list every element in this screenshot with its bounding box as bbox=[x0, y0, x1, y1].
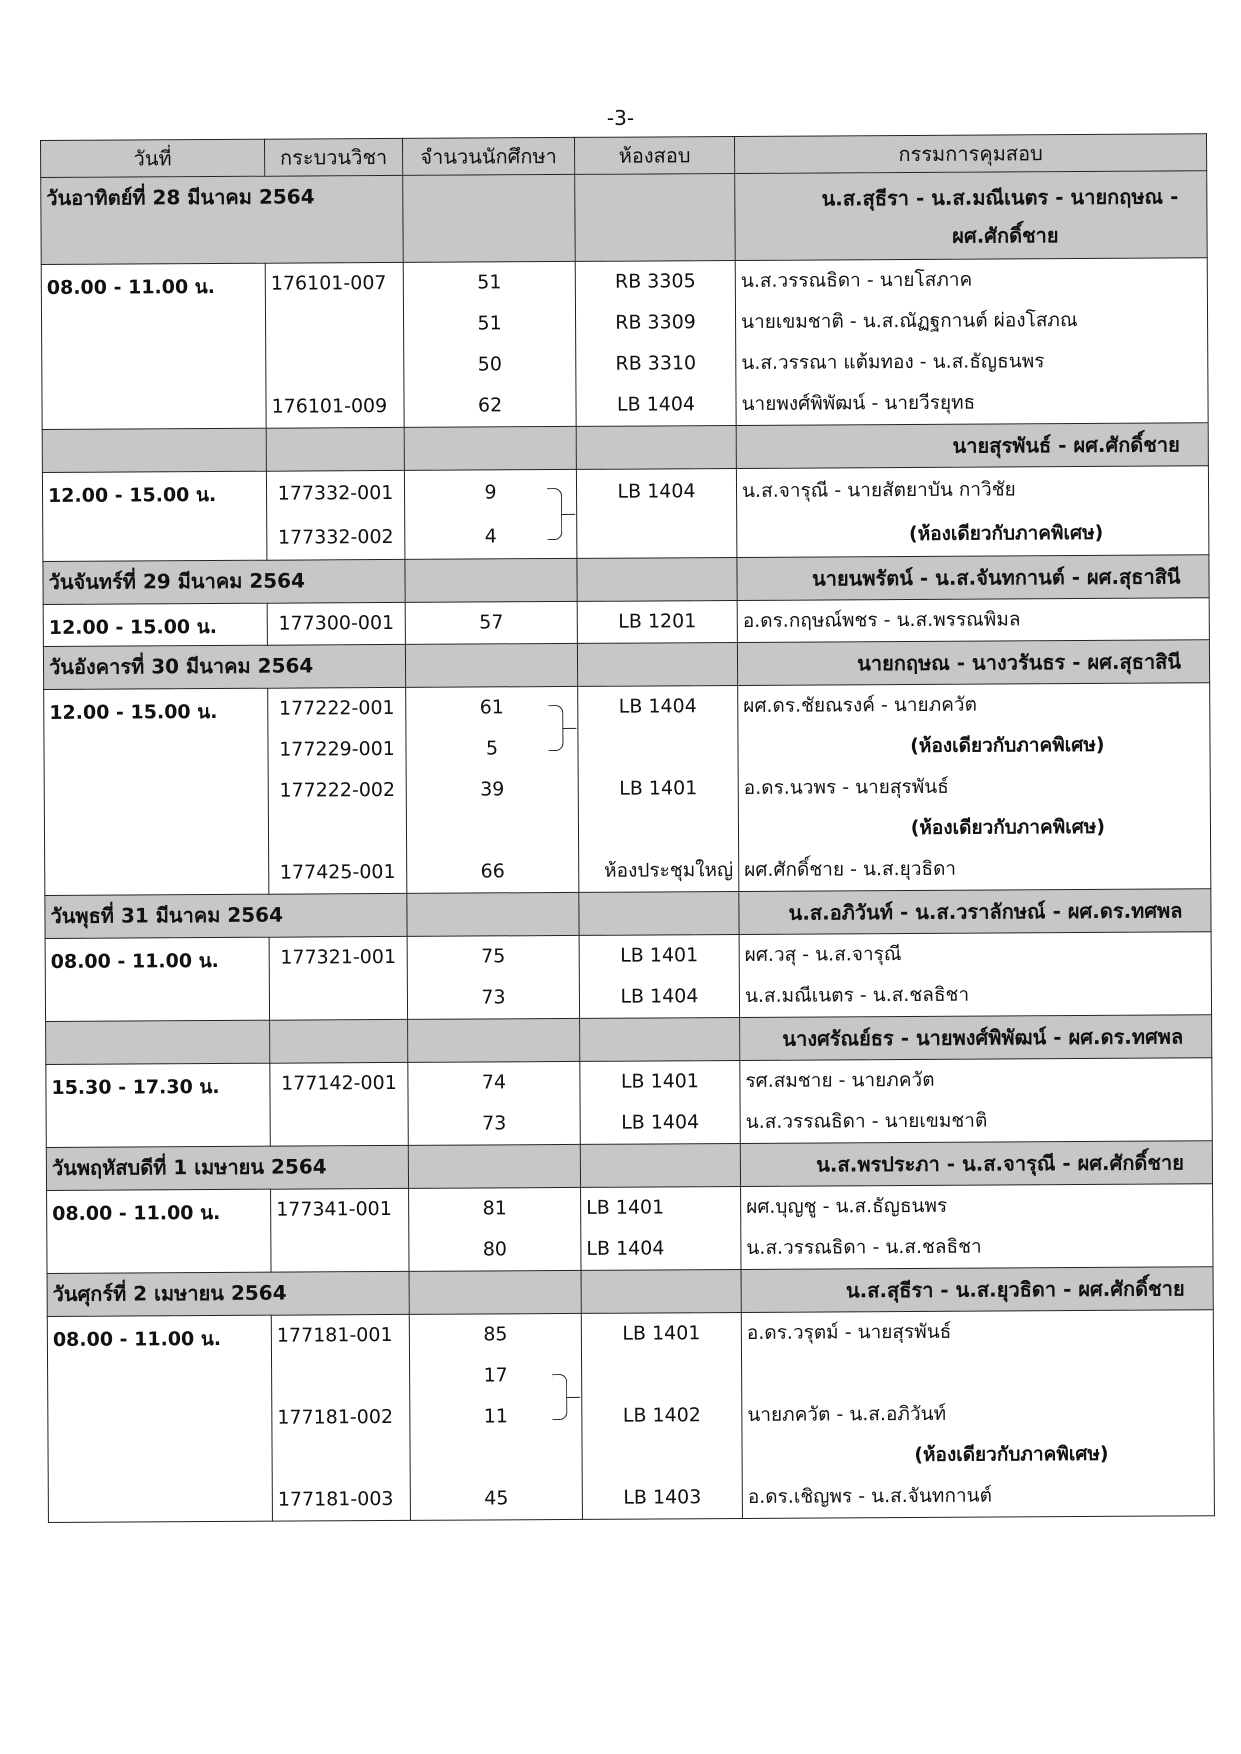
room-cell bbox=[576, 468, 737, 558]
time-slot: 08.00 - 11.00 น. bbox=[41, 263, 266, 429]
room-cell bbox=[581, 1186, 741, 1270]
committee-cell bbox=[738, 683, 1211, 892]
count-cell bbox=[406, 686, 579, 893]
student-count: 62 bbox=[477, 394, 503, 417]
committee-header: น.ส.สุธีรา - น.ส.ยุวธิดา - ผศ.ศักดิ์ชาย bbox=[741, 1267, 1213, 1313]
committee-header-row bbox=[42, 423, 1208, 473]
student-count: 11 bbox=[483, 1405, 509, 1428]
exam-schedule-sheet bbox=[40, 133, 1214, 1523]
committee-names: น.ส.มณีเนตร - น.ส.ชลธิชา bbox=[744, 983, 970, 1007]
student-count: 50 bbox=[477, 353, 502, 376]
exam-room: LB 1404 bbox=[621, 1111, 700, 1134]
cell-blank bbox=[577, 557, 737, 601]
committee-names: นายเขมชาติ - น.ส.ณัฏฐกานต์ ผ่องโสภณ bbox=[740, 309, 1078, 333]
exam-room: LB 1401 bbox=[620, 944, 699, 967]
cell-blank bbox=[405, 643, 577, 687]
student-count: 80 bbox=[482, 1238, 508, 1261]
time-slot: 12.00 - 15.00 น. bbox=[43, 603, 267, 646]
day-label: วันศุกร์ที่ 2 เมษายน 2564 bbox=[47, 1271, 409, 1316]
committee-names: ผศ.วสุ - น.ส.จารุณี bbox=[744, 943, 902, 966]
exam-room: LB 1201 bbox=[618, 610, 697, 633]
cell-blank bbox=[579, 891, 739, 935]
committee-cell bbox=[736, 466, 1209, 558]
course-code: 176101-007 bbox=[270, 272, 387, 295]
committee-names: น.ส.วรรณธิดา - นายเขมชาติ bbox=[745, 1109, 988, 1133]
exam-room: ห้องประชุมใหญ่ bbox=[604, 859, 734, 882]
cell-blank bbox=[577, 642, 737, 686]
session-row bbox=[42, 466, 1208, 562]
course-code bbox=[275, 978, 402, 1020]
course-code: 177332-001 bbox=[277, 481, 394, 505]
student-count: 17 bbox=[483, 1364, 508, 1387]
cell-blank bbox=[581, 1269, 741, 1313]
course-code bbox=[277, 1438, 404, 1480]
exam-schedule-table bbox=[40, 133, 1215, 1523]
committee-names: นายภควัต - น.ส.อภิวันท์ bbox=[747, 1402, 947, 1426]
day-header-row bbox=[46, 1141, 1212, 1191]
day-label: วันพฤหัสบดีที่ 1 เมษายน 2564 bbox=[46, 1145, 408, 1190]
exam-room: LB 1404 bbox=[620, 985, 699, 1008]
shared-room-note: (ห้องเดียวกับภาคพิเศษ) bbox=[908, 521, 1104, 546]
room-cell bbox=[577, 600, 737, 643]
committee-cell bbox=[741, 1184, 1213, 1270]
exam-room bbox=[584, 809, 733, 851]
course-cell bbox=[269, 936, 407, 1020]
exam-room: LB 1401 bbox=[619, 777, 698, 800]
student-count: 74 bbox=[481, 1071, 507, 1094]
course-code: 177181-001 bbox=[276, 1323, 393, 1347]
cell-blank bbox=[403, 174, 575, 262]
count-cell bbox=[409, 1187, 581, 1271]
student-count: 66 bbox=[480, 860, 505, 883]
course-code: 177181-002 bbox=[277, 1405, 394, 1429]
room-cell bbox=[575, 260, 736, 426]
cell-blank bbox=[46, 1020, 270, 1064]
cell-blank bbox=[266, 427, 404, 471]
course-code: 177181-003 bbox=[277, 1487, 394, 1511]
committee-header bbox=[735, 171, 1207, 261]
committee-names: อ.ดร.เชิญพร - น.ส.จันทกานต์ bbox=[747, 1484, 992, 1508]
committee-cell bbox=[739, 932, 1211, 1018]
time-slot: 15.30 - 17.30 น. bbox=[46, 1063, 270, 1147]
student-count: 4 bbox=[484, 525, 497, 548]
session-row bbox=[45, 932, 1211, 1022]
page-number: -3- bbox=[606, 106, 635, 130]
course-cell bbox=[271, 1314, 410, 1521]
course-code bbox=[271, 304, 398, 346]
exam-room bbox=[583, 727, 732, 769]
exam-room: LB 1401 bbox=[620, 1070, 699, 1093]
committee-names: รศ.สมชาย - นายภควัต bbox=[745, 1068, 935, 1092]
course-cell bbox=[271, 1188, 409, 1272]
count-cell bbox=[403, 261, 576, 427]
day-header-row bbox=[47, 1267, 1213, 1317]
exam-room: RB 3305 bbox=[614, 270, 696, 293]
session-row bbox=[43, 598, 1209, 647]
committee-header: นางศรัณย์ธร - นายพงศ์พิพัฒน์ - ผศ.ดร.ทศพล bbox=[740, 1015, 1212, 1061]
header-course: กระบวนวิชา bbox=[264, 138, 402, 176]
course-code bbox=[271, 345, 398, 387]
day-header-row bbox=[43, 555, 1209, 605]
course-code: 177142-001 bbox=[281, 1071, 397, 1095]
count-cell bbox=[405, 601, 577, 644]
shared-room-note: (ห้องเดียวกับภาคพิเศษ) bbox=[910, 815, 1106, 839]
exam-room: LB 1402 bbox=[622, 1404, 701, 1427]
course-code: 176101-009 bbox=[271, 395, 388, 418]
student-count: 51 bbox=[477, 312, 502, 335]
student-count: 9 bbox=[484, 481, 497, 504]
day-label: วันพุธที่ 31 มีนาคม 2564 bbox=[45, 893, 407, 938]
course-code bbox=[276, 1230, 403, 1272]
course-code: 177300-001 bbox=[278, 611, 395, 635]
cell-blank bbox=[580, 1143, 740, 1187]
committee-cell bbox=[741, 1310, 1214, 1519]
course-code: 177229-001 bbox=[279, 737, 395, 761]
time-slot: 08.00 - 11.00 น. bbox=[47, 1315, 272, 1522]
session-row bbox=[47, 1184, 1213, 1274]
room-cell bbox=[581, 1312, 742, 1519]
committee-names: น.ส.วรรณา แต้มทอง - น.ส.ธัญธนพร bbox=[741, 350, 1045, 374]
course-cell bbox=[267, 602, 405, 645]
session-row bbox=[46, 1058, 1212, 1148]
room-cell bbox=[580, 1060, 740, 1144]
count-cell bbox=[409, 1313, 582, 1520]
course-code: 177341-001 bbox=[276, 1197, 392, 1221]
cell-blank bbox=[408, 1144, 580, 1188]
student-count: 75 bbox=[481, 945, 506, 968]
exam-room: RB 3310 bbox=[615, 352, 697, 375]
exam-room: RB 3309 bbox=[615, 311, 696, 334]
committee-names: นายพงศ์พิพัฒน์ - นายวีรยุทธ bbox=[741, 391, 976, 415]
exam-room: LB 1404 bbox=[618, 695, 697, 718]
committee-names: ผศ.ศักดิ์ชาย - น.ส.ยุวธิดา bbox=[744, 857, 957, 881]
cell-blank bbox=[405, 558, 577, 602]
day-label: วันอังคารที่ 30 มีนาคม 2564 bbox=[43, 644, 405, 689]
student-count: 73 bbox=[482, 1112, 507, 1135]
committee-names: น.ส.จารุณี - นายสัตยาบัน กาวิชัย bbox=[741, 478, 1016, 502]
cell-blank bbox=[580, 1017, 740, 1061]
course-cell bbox=[266, 470, 405, 560]
course-code: 177321-001 bbox=[280, 945, 397, 969]
course-cell bbox=[270, 1062, 408, 1146]
count-cell bbox=[404, 469, 577, 559]
exam-room bbox=[587, 1354, 736, 1396]
shared-room-note: (ห้องเดียวกับภาคพิเศษ) bbox=[910, 733, 1105, 757]
exam-room: LB 1404 bbox=[586, 1237, 665, 1260]
exam-room: LB 1401 bbox=[586, 1196, 665, 1219]
grouping-bracket bbox=[547, 488, 562, 540]
committee-names: อ.ดร.นวพร - นายสุรพันธ์ bbox=[743, 775, 949, 799]
day-header-row bbox=[41, 171, 1207, 265]
header-exam-room: ห้องสอบ bbox=[574, 136, 734, 174]
time-slot: 12.00 - 15.00 น. bbox=[44, 688, 269, 895]
day-label: วันอาทิตย์ที่ 28 มีนาคม 2564 bbox=[41, 175, 403, 264]
course-code: 177425-001 bbox=[279, 860, 396, 884]
course-cell bbox=[265, 262, 404, 428]
student-count: 73 bbox=[481, 986, 506, 1009]
course-code bbox=[274, 811, 401, 853]
exam-room: LB 1404 bbox=[616, 393, 696, 416]
session-row bbox=[41, 258, 1208, 430]
student-count: 85 bbox=[483, 1323, 508, 1346]
time-slot: 08.00 - 11.00 น. bbox=[45, 937, 269, 1021]
header-date: วันที่ bbox=[41, 139, 265, 177]
course-code: 177222-001 bbox=[278, 696, 395, 720]
cell-blank bbox=[409, 1270, 581, 1314]
room-cell bbox=[578, 685, 739, 892]
committee-names bbox=[747, 1351, 1208, 1395]
time-slot: 12.00 - 15.00 น. bbox=[42, 471, 267, 561]
student-count bbox=[412, 810, 573, 852]
committee-header: นายกฤษณ - นางวรันธร - ผศ.สุธาสินี bbox=[737, 640, 1209, 686]
header-student-count: จำนวนนักศึกษา bbox=[402, 137, 574, 175]
committee-names: น.ส.วรรณธิดา - น.ส.ชลธิชา bbox=[746, 1235, 982, 1259]
cell-blank bbox=[270, 1019, 408, 1063]
student-count: 51 bbox=[477, 271, 502, 294]
committee-header: น.ส.พรประภา - น.ส.จารุณี - ผศ.ศักดิ์ชาย bbox=[740, 1141, 1212, 1187]
cell-blank bbox=[576, 425, 736, 469]
committee-header: นายนพรัตน์ - น.ส.จันทกานต์ - ผศ.สุธาสินี bbox=[737, 555, 1209, 601]
committee-names: น.ส.วรรณธิดา - นายโสภาค bbox=[740, 268, 973, 292]
course-cell bbox=[268, 687, 407, 894]
exam-room: LB 1401 bbox=[622, 1322, 701, 1345]
exam-room: LB 1404 bbox=[617, 480, 696, 503]
day-header-row bbox=[45, 889, 1211, 939]
student-count: 5 bbox=[485, 737, 499, 760]
committee-cell bbox=[737, 598, 1209, 643]
student-count: 61 bbox=[479, 696, 504, 719]
committee-header-line: น.ส.สุธีรา - น.ส.มณีเนตร - นายกฤษณ - bbox=[821, 184, 1179, 211]
committee-cell bbox=[740, 1058, 1212, 1144]
header-committee: กรรมการคุมสอบ bbox=[734, 134, 1206, 174]
course-code bbox=[277, 1356, 404, 1398]
exam-room bbox=[587, 1436, 736, 1478]
student-count: 81 bbox=[482, 1197, 507, 1220]
student-count: 57 bbox=[479, 611, 504, 634]
time-slot: 08.00 - 11.00 น. bbox=[47, 1189, 271, 1273]
committee-header-line: ผศ.ศักดิ์ชาย bbox=[952, 223, 1059, 248]
committee-names: อ.ดร.วรุตม์ - นายสุรพันธ์ bbox=[746, 1320, 952, 1344]
committee-cell bbox=[735, 258, 1208, 426]
course-code bbox=[276, 1104, 403, 1146]
student-count bbox=[415, 1437, 576, 1479]
student-count: 39 bbox=[480, 778, 505, 801]
day-header-row bbox=[43, 640, 1209, 690]
course-code: 177222-002 bbox=[279, 778, 396, 802]
committee-names: ผศ.ดร.ชัยณรงค์ - นายภควัต bbox=[743, 693, 977, 717]
committee-names: ผศ.บุญชู - น.ส.ธัญธนพร bbox=[746, 1194, 948, 1218]
cell-blank bbox=[575, 173, 735, 261]
cell-blank bbox=[42, 428, 266, 472]
committee-header: น.ส.อภิวันท์ - น.ส.วราลักษณ์ - ผศ.ดร.ทศพล bbox=[739, 889, 1211, 935]
count-cell bbox=[407, 935, 579, 1019]
session-row bbox=[44, 683, 1211, 896]
cell-blank bbox=[404, 426, 576, 470]
grouping-bracket bbox=[548, 705, 563, 751]
exam-room: LB 1403 bbox=[623, 1486, 702, 1509]
cell-blank bbox=[408, 1018, 580, 1062]
course-code: 177332-002 bbox=[277, 525, 394, 549]
committee-header: นายสุรพันธ์ - ผศ.ศักดิ์ชาย bbox=[736, 423, 1208, 469]
room-cell bbox=[579, 934, 739, 1018]
grouping-bracket bbox=[552, 1374, 567, 1420]
committee-header-row bbox=[46, 1015, 1212, 1065]
cell-blank bbox=[407, 892, 579, 936]
committee-names: อ.ดร.กฤษณ์พชร - น.ส.พรรณพิมล bbox=[742, 608, 1021, 632]
session-row bbox=[47, 1310, 1214, 1523]
count-cell bbox=[408, 1061, 580, 1145]
day-label: วันจันทร์ที่ 29 มีนาคม 2564 bbox=[43, 559, 405, 604]
student-count: 45 bbox=[484, 1487, 509, 1510]
shared-room-note: (ห้องเดียวกับภาคพิเศษ) bbox=[914, 1442, 1109, 1466]
